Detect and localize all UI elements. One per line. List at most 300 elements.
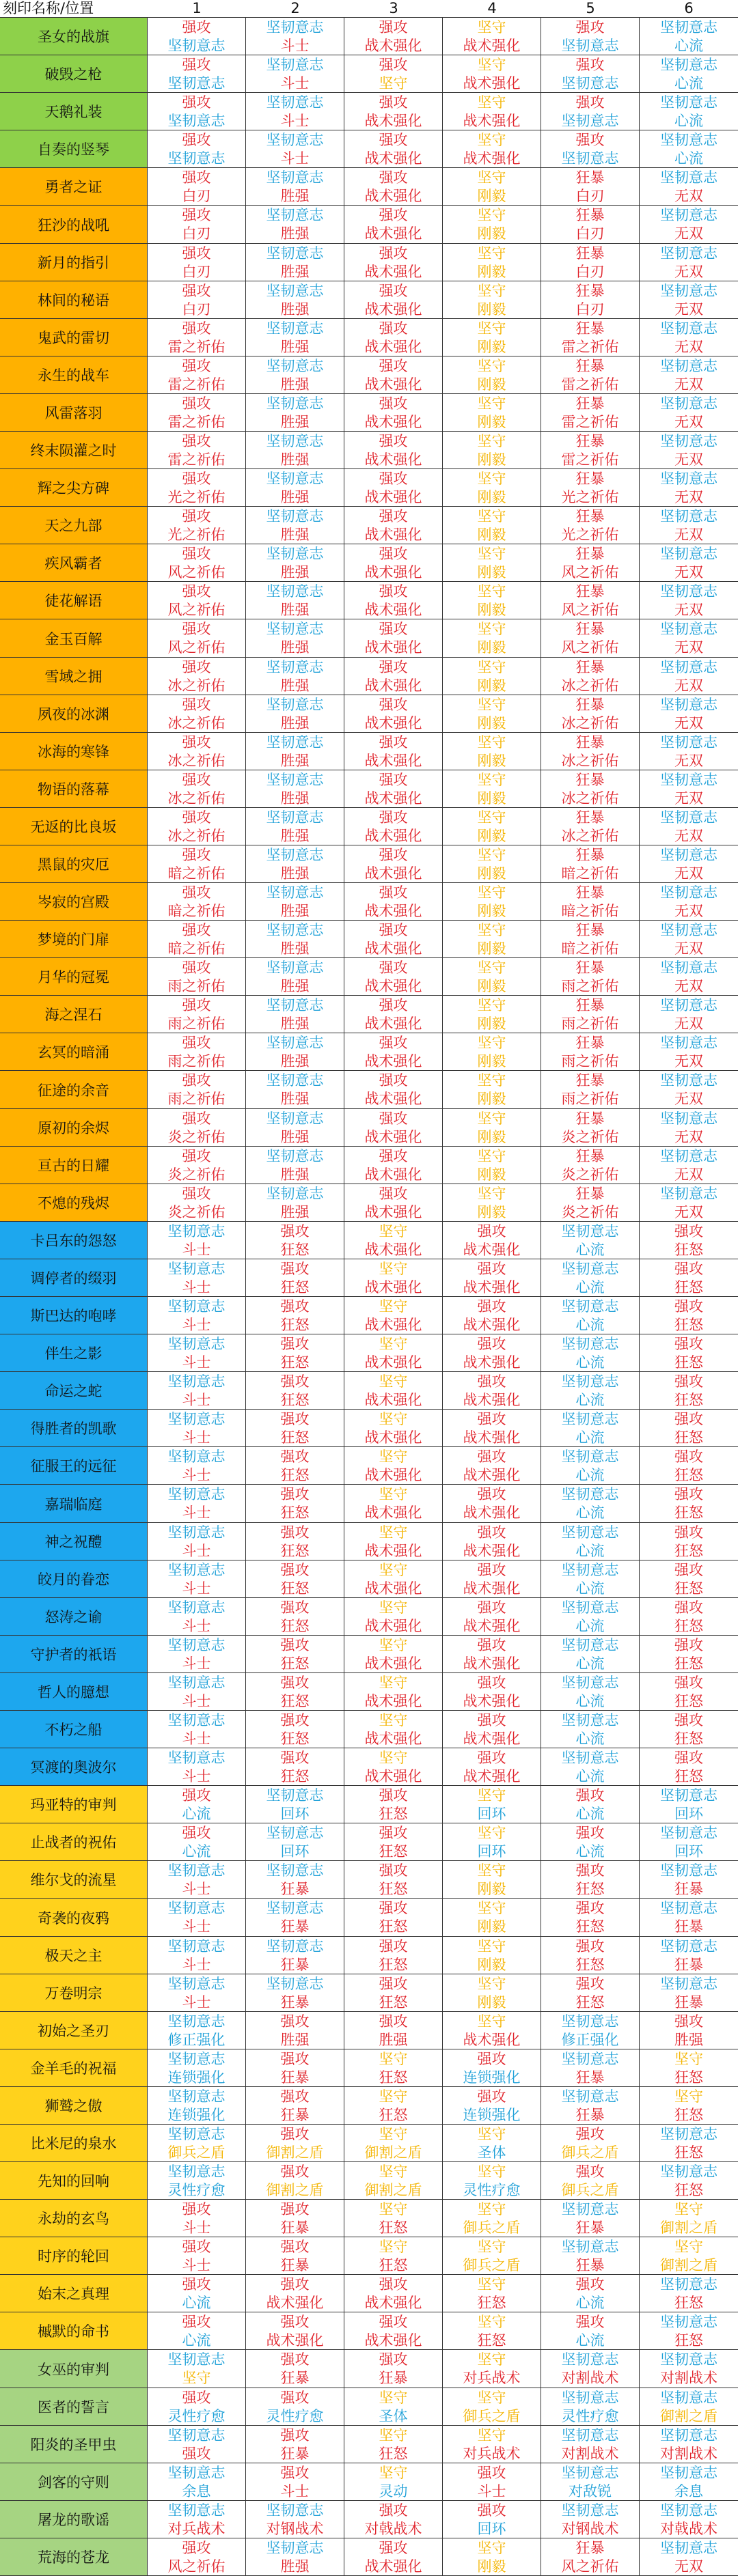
position-cell-5 — [541, 1523, 640, 1560]
primary-attribute: 强攻 — [379, 1900, 408, 1916]
primary-attribute: 强攻 — [280, 2276, 310, 2293]
secondary-attribute: 心流 — [575, 1843, 605, 1860]
position-cell-1 — [148, 1560, 246, 1597]
position-cell-2 — [246, 1410, 344, 1446]
secondary-attribute: 对敌锐 — [569, 2483, 612, 2500]
secondary-attribute: 对兵战术 — [463, 2370, 521, 2386]
primary-attribute: 强攻 — [379, 960, 408, 976]
secondary-attribute: 御兵之盾 — [463, 2408, 521, 2424]
position-cell-4 — [443, 319, 541, 356]
secondary-attribute: 冰之祈佑 — [167, 790, 226, 807]
position-cell-4 — [443, 93, 541, 130]
primary-attribute: 强攻 — [182, 245, 211, 262]
secondary-attribute: 战术强化 — [364, 1392, 422, 1408]
primary-attribute: 坚守 — [379, 2126, 408, 2142]
secondary-attribute: 白刃 — [182, 301, 211, 318]
secondary-attribute: 心流 — [575, 1655, 605, 1672]
primary-attribute: 强攻 — [182, 132, 211, 148]
position-cell-1 — [148, 2237, 246, 2274]
row-name: 自奏的竖琴 — [0, 130, 148, 167]
secondary-attribute: 斗士 — [182, 1317, 211, 1333]
primary-attribute: 强攻 — [575, 1825, 605, 1841]
secondary-attribute: 战术强化 — [364, 715, 422, 731]
position-cell-5 — [541, 1485, 640, 1522]
primary-attribute: 坚韧意志 — [660, 922, 718, 938]
position-cell-1 — [148, 1861, 246, 1898]
position-cell-4 — [443, 770, 541, 807]
secondary-attribute: 刚毅 — [477, 527, 506, 543]
position-cell-5 — [541, 733, 640, 770]
secondary-attribute: 无双 — [674, 301, 703, 318]
position-cell-4 — [443, 1334, 541, 1371]
table-row — [0, 1748, 738, 1786]
primary-attribute: 坚韧意志 — [266, 1148, 324, 1164]
table-row — [0, 469, 738, 507]
table-row — [0, 55, 738, 93]
secondary-attribute: 心流 — [182, 2295, 211, 2311]
secondary-attribute: 斗士 — [182, 1618, 211, 1634]
primary-attribute: 强攻 — [182, 621, 211, 637]
primary-attribute: 强攻 — [379, 283, 408, 299]
primary-attribute: 坚守 — [477, 433, 506, 449]
secondary-attribute: 刚毅 — [477, 1204, 506, 1220]
primary-attribute: 坚韧意志 — [266, 471, 324, 487]
primary-attribute: 坚守 — [379, 1448, 408, 1465]
table-row — [0, 1485, 738, 1523]
secondary-attribute: 狂暴 — [280, 1957, 310, 1973]
table-row — [0, 2312, 738, 2350]
primary-attribute: 强攻 — [477, 1750, 506, 1766]
position-cell-2 — [246, 1372, 344, 1409]
position-cell-6 — [640, 1636, 738, 1672]
primary-attribute: 强攻 — [477, 1562, 506, 1578]
primary-attribute: 强攻 — [182, 2314, 211, 2330]
secondary-attribute: 雷之祈佑 — [561, 451, 619, 468]
position-cell-1 — [148, 1033, 246, 1070]
primary-attribute: 强攻 — [280, 2465, 310, 2481]
secondary-attribute: 胜强 — [280, 2558, 310, 2575]
position-cell-3 — [344, 1748, 443, 1785]
position-cell-1 — [148, 1071, 246, 1108]
primary-attribute: 坚守 — [379, 2465, 408, 2481]
primary-attribute: 强攻 — [280, 2314, 310, 2330]
primary-attribute: 坚守 — [379, 2390, 408, 2406]
table-row — [0, 244, 738, 281]
secondary-attribute: 对戟战术 — [364, 2521, 422, 2537]
position-cell-4 — [443, 55, 541, 92]
position-cell-4 — [443, 1673, 541, 1710]
position-cell-4 — [443, 695, 541, 732]
secondary-attribute: 刚毅 — [477, 677, 506, 694]
secondary-attribute: 狂怒 — [674, 1429, 703, 1446]
primary-attribute: 强攻 — [280, 1599, 310, 1616]
secondary-attribute: 战术强化 — [364, 753, 422, 769]
primary-attribute: 强攻 — [379, 94, 408, 111]
secondary-attribute: 胜强 — [280, 225, 310, 242]
secondary-attribute: 胜强 — [280, 188, 310, 204]
position-cell-5 — [541, 2049, 640, 2086]
primary-attribute: 坚守 — [674, 2239, 703, 2255]
primary-attribute: 坚韧意志 — [266, 922, 324, 938]
primary-attribute: 坚韧意志 — [266, 847, 324, 863]
primary-attribute: 强攻 — [477, 1486, 506, 1502]
primary-attribute: 狂暴 — [575, 997, 605, 1013]
primary-attribute: 强攻 — [379, 433, 408, 449]
position-cell-3 — [344, 958, 443, 995]
position-cell-4 — [443, 1297, 541, 1334]
primary-attribute: 强攻 — [280, 1336, 310, 1352]
secondary-attribute: 狂怒 — [379, 1806, 408, 1822]
secondary-attribute: 无双 — [674, 225, 703, 242]
secondary-attribute: 回环 — [674, 1806, 703, 1822]
position-cell-5 — [541, 394, 640, 431]
secondary-attribute: 回环 — [477, 1843, 506, 1860]
secondary-attribute: 坚韧意志 — [167, 113, 226, 129]
secondary-attribute: 战术强化 — [364, 188, 422, 204]
primary-attribute: 强攻 — [379, 697, 408, 713]
secondary-attribute: 连锁强化 — [463, 2107, 521, 2123]
primary-attribute: 坚守 — [379, 2239, 408, 2255]
position-cell-5 — [541, 1071, 640, 1108]
position-cell-6 — [640, 281, 738, 318]
secondary-attribute: 胜强 — [280, 264, 310, 280]
secondary-attribute: 刚毅 — [477, 225, 506, 242]
primary-attribute: 坚守 — [477, 583, 506, 600]
secondary-attribute: 斗士 — [182, 1242, 211, 1258]
row-name: 屠龙的歌谣 — [0, 2501, 148, 2538]
secondary-attribute: 斗士 — [182, 1693, 211, 1709]
secondary-attribute: 战术强化 — [364, 828, 422, 844]
primary-attribute: 强攻 — [477, 1298, 506, 1315]
position-cell-1 — [148, 2087, 246, 2124]
position-cell-6 — [640, 1410, 738, 1446]
primary-attribute: 坚韧意志 — [266, 1186, 324, 1202]
primary-attribute: 强攻 — [379, 2540, 408, 2556]
position-cell-1 — [148, 1184, 246, 1221]
table-row — [0, 2426, 738, 2463]
table-row — [0, 1786, 738, 1823]
primary-attribute: 狂暴 — [575, 320, 605, 337]
position-cell-5 — [541, 2012, 640, 2049]
primary-attribute: 坚守 — [477, 1186, 506, 1202]
position-cell-4 — [443, 1071, 541, 1108]
secondary-attribute: 战术强化 — [364, 1504, 422, 1521]
primary-attribute: 坚韧意志 — [660, 734, 718, 751]
secondary-attribute: 白刃 — [182, 225, 211, 242]
table-row — [0, 2162, 738, 2200]
primary-attribute: 强攻 — [575, 57, 605, 73]
position-cell-5 — [541, 206, 640, 243]
primary-attribute: 强攻 — [182, 1787, 211, 1804]
secondary-attribute: 雨之祈佑 — [561, 978, 619, 994]
position-cell-2 — [246, 469, 344, 506]
position-cell-2 — [246, 18, 344, 55]
secondary-attribute: 战术强化 — [364, 1693, 422, 1709]
primary-attribute: 坚韧意志 — [660, 169, 718, 186]
secondary-attribute: 狂暴 — [280, 1881, 310, 1897]
primary-attribute: 狂暴 — [575, 283, 605, 299]
primary-attribute: 强攻 — [280, 1750, 310, 1766]
primary-attribute: 强攻 — [182, 2276, 211, 2293]
position-cell-6 — [640, 507, 738, 544]
position-cell-2 — [246, 2350, 344, 2388]
row-name: 征服王的远征 — [0, 1447, 148, 1484]
primary-attribute: 坚守 — [477, 2351, 506, 2368]
primary-attribute: 坚韧意志 — [167, 1976, 226, 1992]
position-cell-1 — [148, 1485, 246, 1522]
primary-attribute: 强攻 — [575, 2314, 605, 2330]
primary-attribute: 强攻 — [182, 809, 211, 826]
secondary-attribute: 无双 — [674, 376, 703, 393]
primary-attribute: 强攻 — [575, 1938, 605, 1955]
position-cell-6 — [640, 2501, 738, 2538]
secondary-attribute: 斗士 — [182, 1918, 211, 1935]
secondary-attribute: 狂暴 — [674, 1918, 703, 1935]
secondary-attribute: 心流 — [674, 38, 703, 54]
position-cell-5 — [541, 1937, 640, 1974]
primary-attribute: 坚韧意志 — [660, 546, 718, 562]
position-cell-6 — [640, 808, 738, 845]
primary-attribute: 坚韧意志 — [561, 1675, 619, 1691]
primary-attribute: 坚守 — [477, 283, 506, 299]
secondary-attribute: 无双 — [674, 339, 703, 355]
position-cell-1 — [148, 2200, 246, 2237]
position-cell-5 — [541, 93, 640, 130]
table-row — [0, 2049, 738, 2087]
secondary-attribute: 连锁强化 — [167, 2069, 226, 2086]
secondary-attribute: 坚韧意志 — [561, 150, 619, 167]
primary-attribute: 狂暴 — [575, 471, 605, 487]
primary-attribute: 坚韧意志 — [266, 2540, 324, 2556]
secondary-attribute: 炎之祈佑 — [167, 1129, 226, 1145]
primary-attribute: 强攻 — [182, 320, 211, 337]
position-cell-2 — [246, 2426, 344, 2463]
position-cell-3 — [344, 2049, 443, 2086]
primary-attribute: 狂暴 — [575, 433, 605, 449]
position-cell-2 — [246, 921, 344, 957]
position-cell-3 — [344, 1033, 443, 1070]
table-row — [0, 1899, 738, 1937]
secondary-attribute: 狂怒 — [280, 1242, 310, 1258]
secondary-attribute: 狂怒 — [280, 1317, 310, 1333]
position-cell-2 — [246, 1673, 344, 1710]
secondary-attribute: 战术强化 — [463, 1504, 521, 1521]
position-cell-3 — [344, 2463, 443, 2500]
position-cell-6 — [640, 1974, 738, 2011]
secondary-attribute: 战术强化 — [463, 1242, 521, 1258]
position-cell-3 — [344, 2087, 443, 2124]
secondary-attribute: 战术强化 — [463, 1693, 521, 1709]
position-cell-6 — [640, 1560, 738, 1597]
primary-attribute: 坚韧意志 — [167, 1637, 226, 1653]
primary-attribute: 强攻 — [280, 2201, 310, 2217]
primary-attribute: 坚韧意志 — [266, 1900, 324, 1916]
secondary-attribute: 坚韧意志 — [167, 150, 226, 167]
primary-attribute: 强攻 — [379, 1035, 408, 1051]
position-cell-4 — [443, 2501, 541, 2538]
secondary-attribute: 狂暴 — [575, 2107, 605, 2123]
primary-attribute: 坚韧意志 — [561, 1298, 619, 1315]
position-cell-6 — [640, 1748, 738, 1785]
primary-attribute: 坚守 — [379, 1373, 408, 1390]
table-row — [0, 1636, 738, 1673]
primary-attribute: 狂暴 — [575, 734, 605, 751]
position-cell-4 — [443, 2087, 541, 2124]
secondary-attribute: 无双 — [674, 451, 703, 468]
secondary-attribute: 胜强 — [280, 414, 310, 430]
secondary-attribute: 冰之祈佑 — [167, 677, 226, 694]
secondary-attribute: 战术强化 — [463, 1392, 521, 1408]
primary-attribute: 坚韧意志 — [561, 2465, 619, 2481]
primary-attribute: 强攻 — [379, 1938, 408, 1955]
primary-attribute: 强攻 — [674, 1562, 703, 1578]
primary-attribute: 狂暴 — [575, 621, 605, 637]
position-cell-2 — [246, 1184, 344, 1221]
position-cell-6 — [640, 356, 738, 393]
row-name: 时序的轮回 — [0, 2237, 148, 2274]
position-cell-1 — [148, 2312, 246, 2349]
position-cell-5 — [541, 1598, 640, 1635]
primary-attribute: 坚韧意志 — [561, 2239, 619, 2255]
secondary-attribute: 风之祈佑 — [561, 564, 619, 580]
primary-attribute: 坚韧意志 — [561, 2502, 619, 2519]
primary-attribute: 强攻 — [379, 1072, 408, 1089]
secondary-attribute: 刚毅 — [477, 1091, 506, 1107]
position-cell-5 — [541, 2200, 640, 2237]
secondary-attribute: 刚毅 — [477, 414, 506, 430]
secondary-attribute: 战术强化 — [364, 1655, 422, 1672]
position-cell-4 — [443, 507, 541, 544]
primary-attribute: 强攻 — [379, 1148, 408, 1164]
secondary-attribute: 刚毅 — [477, 940, 506, 957]
table-row — [0, 2012, 738, 2049]
primary-attribute: 坚守 — [477, 1825, 506, 1841]
position-cell-3 — [344, 1410, 443, 1446]
position-cell-1 — [148, 356, 246, 393]
primary-attribute: 坚守 — [477, 2239, 506, 2255]
position-cell-4 — [443, 1109, 541, 1146]
primary-attribute: 强攻 — [182, 734, 211, 751]
primary-attribute: 坚韧意志 — [561, 1261, 619, 1277]
primary-attribute: 强攻 — [379, 358, 408, 374]
primary-attribute: 坚韧意志 — [660, 2351, 718, 2368]
position-cell-1 — [148, 770, 246, 807]
primary-attribute: 强攻 — [182, 1186, 211, 1202]
primary-attribute: 强攻 — [182, 697, 211, 713]
position-cell-1 — [148, 319, 246, 356]
secondary-attribute: 冰之祈佑 — [561, 677, 619, 694]
primary-attribute: 坚守 — [477, 809, 506, 826]
secondary-attribute: 御兵之盾 — [561, 2144, 619, 2161]
position-cell-3 — [344, 658, 443, 695]
position-cell-6 — [640, 1334, 738, 1371]
primary-attribute: 强攻 — [379, 132, 408, 148]
secondary-attribute: 刚毅 — [477, 489, 506, 505]
secondary-attribute: 心流 — [575, 1317, 605, 1333]
position-cell-3 — [344, 2012, 443, 2049]
secondary-attribute: 暗之祈佑 — [167, 903, 226, 919]
position-cell-4 — [443, 1711, 541, 1748]
primary-attribute: 强攻 — [477, 1524, 506, 1541]
primary-attribute: 狂暴 — [575, 960, 605, 976]
primary-attribute: 坚守 — [477, 546, 506, 562]
position-cell-5 — [541, 695, 640, 732]
position-cell-1 — [148, 1748, 246, 1785]
secondary-attribute: 刚毅 — [477, 978, 506, 994]
primary-attribute: 坚守 — [477, 922, 506, 938]
secondary-attribute: 对割战术 — [561, 2370, 619, 2386]
position-cell-3 — [344, 582, 443, 619]
table-row — [0, 507, 738, 544]
secondary-attribute: 无双 — [674, 602, 703, 618]
primary-attribute: 强攻 — [182, 1110, 211, 1127]
primary-attribute: 强攻 — [575, 1787, 605, 1804]
position-cell-4 — [443, 2350, 541, 2388]
position-cell-2 — [246, 1861, 344, 1898]
position-cell-1 — [148, 2049, 246, 2086]
position-cell-3 — [344, 1523, 443, 1560]
primary-attribute: 强攻 — [575, 132, 605, 148]
position-cell-5 — [541, 1372, 640, 1409]
primary-attribute: 强攻 — [182, 997, 211, 1013]
position-cell-3 — [344, 1560, 443, 1597]
table-row — [0, 1071, 738, 1109]
position-cell-6 — [640, 1673, 738, 1710]
position-cell-1 — [148, 1673, 246, 1710]
position-cell-1 — [148, 958, 246, 995]
position-cell-2 — [246, 958, 344, 995]
primary-attribute: 坚韧意志 — [266, 19, 324, 36]
primary-attribute: 强攻 — [280, 2351, 310, 2368]
position-cell-6 — [640, 394, 738, 431]
primary-attribute: 狂暴 — [575, 358, 605, 374]
secondary-attribute: 白刃 — [575, 301, 605, 318]
position-cell-6 — [640, 770, 738, 807]
secondary-attribute: 战术强化 — [463, 38, 521, 54]
position-cell-4 — [443, 2426, 541, 2463]
row-name: 先知的回响 — [0, 2162, 148, 2199]
secondary-attribute: 胜强 — [280, 677, 310, 694]
secondary-attribute: 狂怒 — [674, 1279, 703, 1296]
primary-attribute: 坚守 — [379, 2051, 408, 2067]
row-name: 辉之尖方碑 — [0, 469, 148, 506]
primary-attribute: 强攻 — [280, 1637, 310, 1653]
secondary-attribute: 狂怒 — [674, 2069, 703, 2086]
secondary-attribute: 战术强化 — [364, 2558, 422, 2575]
primary-attribute: 坚韧意志 — [167, 2164, 226, 2180]
position-cell-3 — [344, 55, 443, 92]
row-name: 疾风霸者 — [0, 544, 148, 581]
position-cell-3 — [344, 1334, 443, 1371]
position-cell-2 — [246, 619, 344, 657]
primary-attribute: 坚韧意志 — [561, 2051, 619, 2067]
primary-attribute: 强攻 — [182, 2201, 211, 2217]
primary-attribute: 狂暴 — [575, 772, 605, 788]
primary-attribute: 强攻 — [182, 884, 211, 901]
position-cell-5 — [541, 808, 640, 845]
primary-attribute: 坚韧意志 — [561, 2201, 619, 2217]
position-cell-4 — [443, 733, 541, 770]
header-position-5: 5 — [586, 0, 595, 16]
secondary-attribute: 炎之祈佑 — [561, 1166, 619, 1183]
row-name: 物语的落幕 — [0, 770, 148, 807]
primary-attribute: 强攻 — [674, 2013, 703, 2030]
row-name: 永劫的玄鸟 — [0, 2200, 148, 2237]
table-row — [0, 845, 738, 883]
secondary-attribute: 狂怒 — [674, 1467, 703, 1483]
primary-attribute: 强攻 — [379, 1110, 408, 1127]
secondary-attribute: 战术强化 — [364, 414, 422, 430]
